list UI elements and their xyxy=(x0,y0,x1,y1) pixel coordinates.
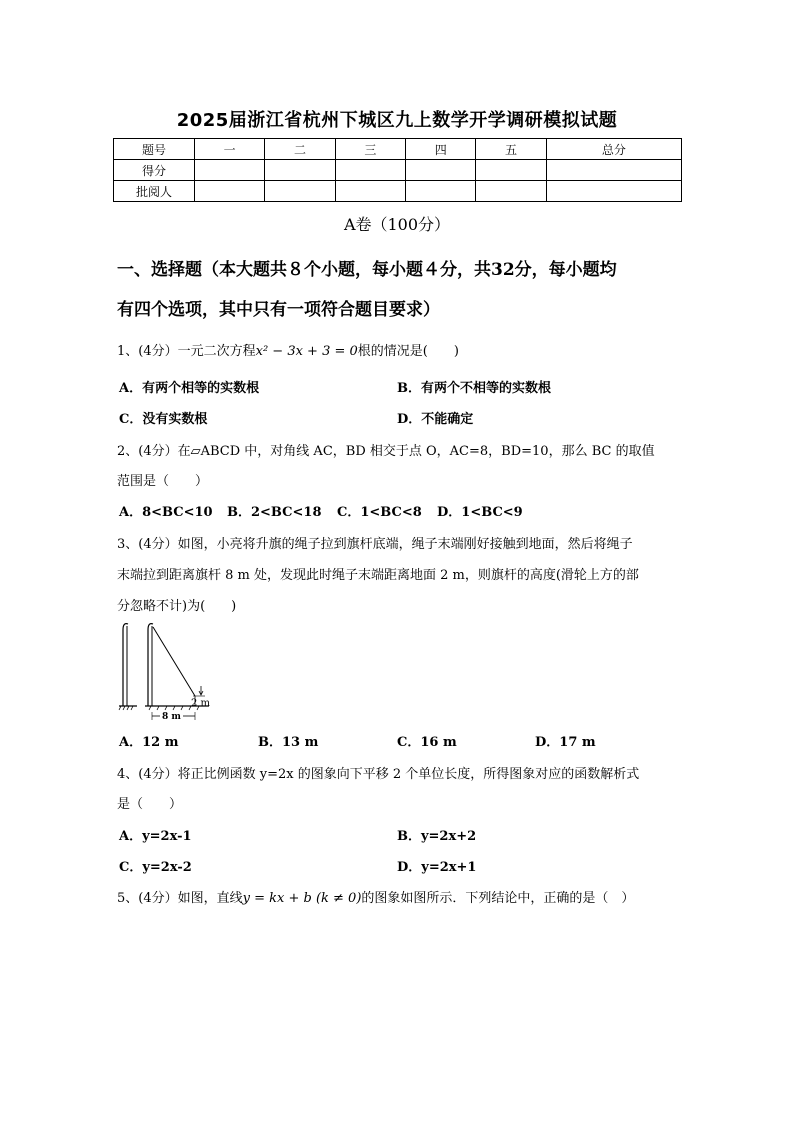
figure-label-8m: 8 m xyxy=(162,712,181,722)
table-cell xyxy=(195,181,265,202)
option-4c: C．y=2x-2 xyxy=(119,860,192,875)
table-row xyxy=(114,160,682,181)
question-3-line3: 分忽略不计)为( ) xyxy=(117,599,237,614)
table-cell: 批阅人 xyxy=(114,181,195,202)
section-heading-line1: 一、选择题（本大题共８个小题，每小题４分，共32分，每小题均 xyxy=(117,260,617,280)
question-4-line2: 是（ ） xyxy=(117,797,183,812)
question-4-line1: 4、(4分）将正比例函数 y=2x 的图象向下平移 2 个单位长度，所得图象对应的函数解析式 xyxy=(117,767,640,782)
option-2b: B．2<BC<18 xyxy=(227,505,322,520)
table-cell: 得分 xyxy=(114,160,195,181)
table-cell xyxy=(546,160,681,181)
table-cell: 三 xyxy=(335,139,405,160)
table-cell: 二 xyxy=(265,139,335,160)
volume-title: A卷（100分） xyxy=(343,215,451,234)
table-cell xyxy=(406,160,476,181)
option-3d: D．17 m xyxy=(535,735,596,750)
option-1d: D．不能确定 xyxy=(397,412,474,427)
question-3-line1: 3、(4分）如图，小亮将升旗的绳子拉到旗杆底端，绳子末端刚好接触到地面，然后将绳子 xyxy=(117,537,633,552)
question-5 xyxy=(117,887,634,906)
option-3c: C．16 m xyxy=(397,735,457,750)
option-1c: C．没有实数根 xyxy=(119,412,208,427)
option-1b: B．有两个不相等的实数根 xyxy=(397,381,551,396)
table-cell: 题号 xyxy=(114,139,195,160)
option-4d: D．y=2x+1 xyxy=(397,860,477,875)
page-title: 2025届浙江省杭州下城区九上数学开学调研模拟试题 xyxy=(176,110,618,131)
question-2-line1: 2、(4分）在▱ABCD 中，对角线 AC，BD 相交于点 O，AC=8，BD=10，那么 BC 的取值 xyxy=(117,444,655,459)
table-cell xyxy=(406,181,476,202)
question-1-suffix: 根的情况是( ) xyxy=(357,344,459,359)
table-cell xyxy=(335,181,405,202)
question-5-suffix: 的图象如图所示．下列结论中，正确的是（ ） xyxy=(361,891,635,906)
option-3b: B．13 m xyxy=(258,735,319,750)
table-cell: 四 xyxy=(406,139,476,160)
question-5-prefix: 5、(4分）如图，直线 xyxy=(117,891,243,906)
table-cell: 一 xyxy=(195,139,265,160)
flagpole-figure xyxy=(115,620,215,724)
table-cell xyxy=(476,181,546,202)
table-cell xyxy=(265,160,335,181)
option-2c: C．1<BC<8 xyxy=(337,505,422,520)
option-1a: A．有两个相等的实数根 xyxy=(119,381,260,396)
table-cell: 总分 xyxy=(546,139,681,160)
question-1-prefix: 1、(4分）一元二次方程 xyxy=(117,344,256,359)
table-cell xyxy=(265,181,335,202)
score-table xyxy=(113,138,682,202)
option-2d: D．1<BC<9 xyxy=(437,505,523,520)
question-3-line2: 末端拉到距离旗杆 8 m 处，发现此时绳子末端距离地面 2 m，则旗杆的高度(滑轮上方的部 xyxy=(117,568,639,583)
table-row xyxy=(114,139,682,160)
table-cell xyxy=(546,181,681,202)
table-cell: 五 xyxy=(476,139,546,160)
table-cell xyxy=(335,160,405,181)
section-heading-line2: 有四个选项，其中只有一项符合题目要求） xyxy=(117,300,440,320)
question-1-equation: x² − 3x + 3 = 0 xyxy=(255,344,358,359)
option-3a: A．12 m xyxy=(119,735,179,750)
question-5-equation: y = kx + b (k ≠ 0) xyxy=(242,891,362,906)
table-row xyxy=(114,181,682,202)
option-2a: A．8<BC<10 xyxy=(119,505,213,520)
table-cell xyxy=(195,160,265,181)
figure-label-2m: 2 m xyxy=(191,698,211,709)
question-1 xyxy=(117,340,459,359)
question-2-line2: 范围是（ ） xyxy=(117,474,209,489)
option-4a: A．y=2x-1 xyxy=(119,829,192,844)
option-4b: B．y=2x+2 xyxy=(397,829,477,844)
table-cell xyxy=(476,160,546,181)
